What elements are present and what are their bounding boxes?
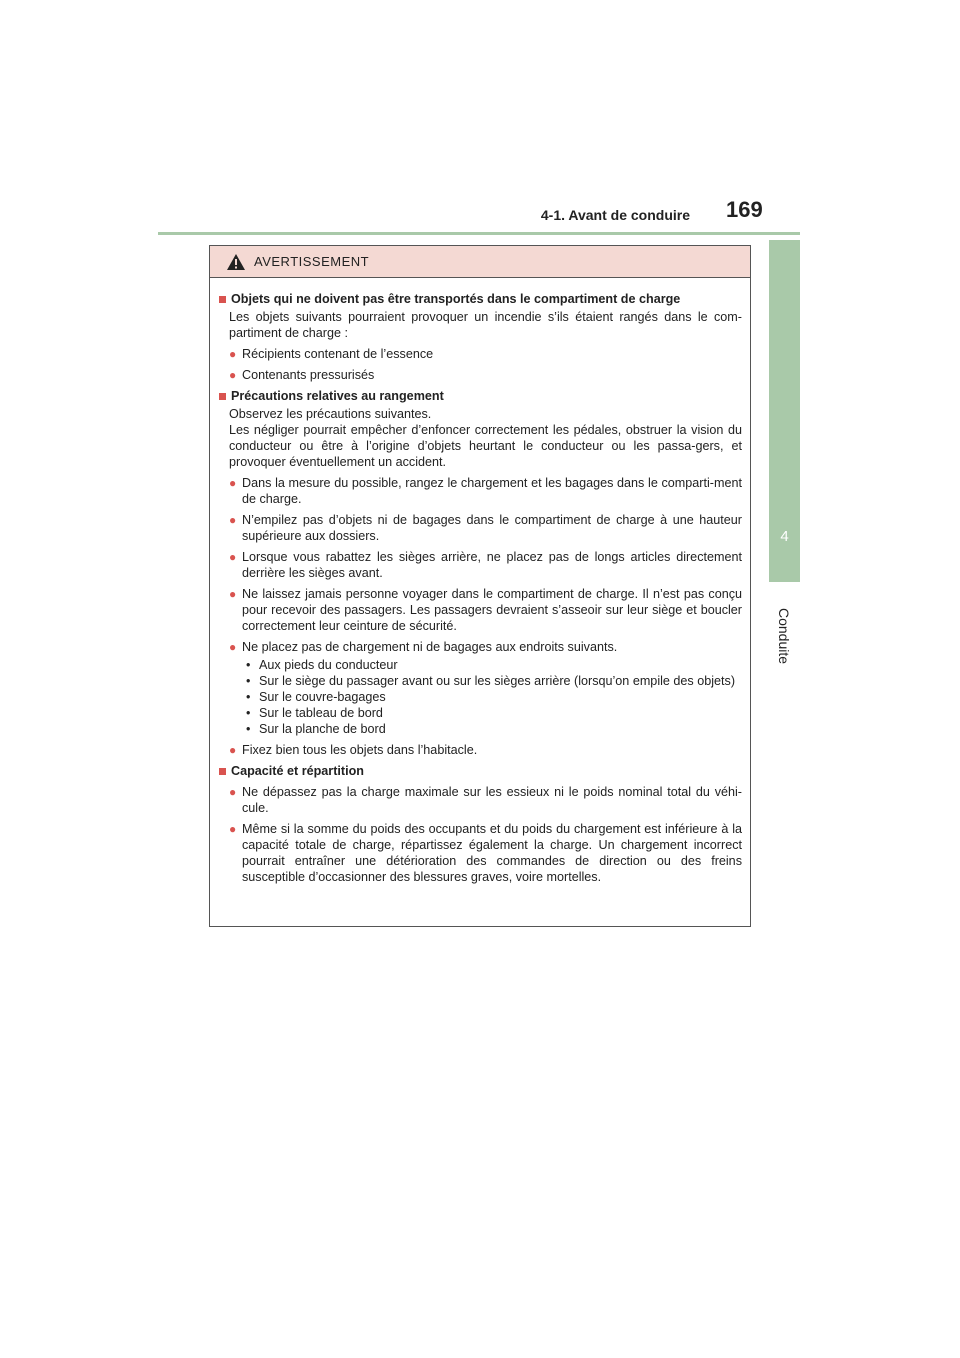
paragraph: Les négliger pourrait empêcher d’enfoncer correctement les pédales, obstruer la vision du conducteur ou être à l’origine d’objets heurtant le conducteur ou les passa-gers, et provoquer éventuellement un accident. xyxy=(229,423,742,469)
list-item-text: Fixez bien tous les objets dans l’habitacle. xyxy=(242,743,478,757)
chapter-label: Conduite xyxy=(776,607,792,665)
list-item xyxy=(219,475,742,507)
square-bullet-icon xyxy=(219,296,226,303)
list-item-text: Même si la somme du poids des occupants et du poids du chargement est inférieure à la capacité totale de charge, répartissez également la charge. Un chargement incorrect pourrait entraîner une détérioration des commandes de direction ou des freins susceptible d’occasionner des blessures graves, voire mortelles. xyxy=(242,822,742,884)
square-bullet-icon xyxy=(219,393,226,400)
round-bullet-icon: ● xyxy=(229,822,237,836)
section-title xyxy=(219,388,742,404)
warning-triangle-icon xyxy=(226,253,246,271)
sub-list-item-text: Sur le couvre-bagages xyxy=(259,690,386,704)
paragraph: Observez les précautions suivantes. xyxy=(229,407,432,421)
warning-header xyxy=(210,246,750,278)
round-bullet-icon: ● xyxy=(229,368,237,382)
list-item-text: Ne laissez jamais personne voyager dans le compartiment de charge. Il n’est pas conçu pour recevoir des passagers. Les passagers devraient s’asseoir sur leur siège et boucler correctement leur ceinture de sécurité. xyxy=(242,587,742,633)
warning-title: AVERTISSEMENT xyxy=(254,254,370,269)
header-rule xyxy=(158,232,800,235)
small-bullet-icon: • xyxy=(246,722,251,736)
sub-list-item-text: Sur le tableau de bord xyxy=(259,706,383,720)
list-item xyxy=(219,346,742,362)
round-bullet-icon: ● xyxy=(229,550,237,564)
section-title-text: Capacité et répartition xyxy=(231,764,364,778)
paragraph: Les objets suivants pourraient provoquer un incendie s’ils étaient rangés dans le com-partiment de charge : xyxy=(229,310,742,340)
sub-list-item-text: Sur le siège du passager avant ou sur les sièges arrière (lorsqu’on empile des objets) xyxy=(259,674,736,688)
small-bullet-icon: • xyxy=(246,706,251,720)
small-bullet-icon: • xyxy=(246,674,251,688)
list-item-text: Ne dépassez pas la charge maximale sur les essieux ni le poids nominal total du véhi-cule. xyxy=(242,785,742,815)
small-bullet-icon: • xyxy=(246,690,251,704)
sub-list xyxy=(219,657,742,737)
section-title xyxy=(219,291,742,307)
round-bullet-icon: ● xyxy=(229,640,237,654)
small-bullet-icon: • xyxy=(246,658,251,672)
round-bullet-icon: ● xyxy=(229,587,237,601)
sub-list-item xyxy=(246,673,742,689)
sub-list-item xyxy=(246,657,742,673)
list-item-text: Contenants pressurisés xyxy=(242,368,375,382)
round-bullet-icon: ● xyxy=(229,743,237,757)
square-bullet-icon xyxy=(219,768,226,775)
list-item xyxy=(219,821,742,885)
section-header: 4-1. Avant de conduire xyxy=(540,207,690,223)
page-number: 169 xyxy=(726,197,763,222)
list-item xyxy=(219,784,742,816)
list-item xyxy=(219,586,742,634)
list-item xyxy=(219,367,742,383)
round-bullet-icon: ● xyxy=(229,513,237,527)
round-bullet-icon: ● xyxy=(229,476,237,490)
list-item-text: Dans la mesure du possible, rangez le chargement et les bagages dans le comparti-ment de charge. xyxy=(242,476,742,506)
round-bullet-icon: ● xyxy=(229,347,237,361)
list-item xyxy=(219,512,742,544)
list-item-text: Lorsque vous rabattez les sièges arrière, ne placez pas de longs articles directement derrière les sièges avant. xyxy=(242,550,742,580)
sub-list-item xyxy=(246,689,742,705)
warning-box xyxy=(209,245,751,927)
chapter-label-container xyxy=(761,586,807,686)
section-title-text: Objets qui ne doivent pas être transportés dans le compartiment de charge xyxy=(231,292,681,306)
sub-list-item-text: Aux pieds du conducteur xyxy=(259,658,398,672)
sub-list-item xyxy=(246,721,742,737)
list-item xyxy=(219,639,742,655)
list-item xyxy=(219,742,742,758)
section-title xyxy=(219,763,742,779)
list-item-text: Ne placez pas de chargement ni de bagages aux endroits suivants. xyxy=(242,640,618,654)
section-title-text: Précautions relatives au rangement xyxy=(231,389,444,403)
list-item-text: N’empilez pas d’objets ni de bagages dans le compartiment de charge à une hauteur supérieure aux dossiers. xyxy=(242,513,742,543)
round-bullet-icon: ● xyxy=(229,785,237,799)
list-item-text: Récipients contenant de l’essence xyxy=(242,347,434,361)
list-item xyxy=(219,549,742,581)
warning-body xyxy=(210,278,750,885)
sub-list-item xyxy=(246,705,742,721)
chapter-number: 4 xyxy=(780,528,789,545)
sub-list-item-text: Sur la planche de bord xyxy=(259,722,386,736)
